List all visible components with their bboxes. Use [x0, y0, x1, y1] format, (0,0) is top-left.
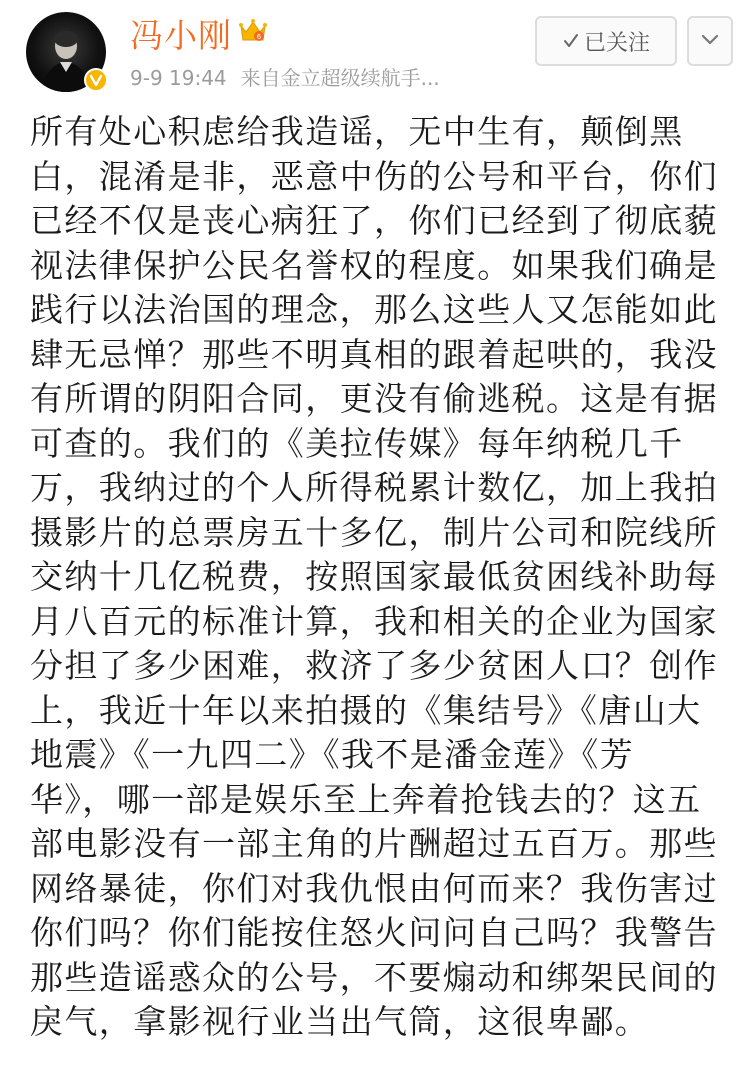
post-content-line: 所有处心积虑给我造谣，无中生有，颠倒黑 — [30, 112, 684, 151]
post-content-line: 白，混淆是非，恶意中伤的公号和平台，你们 — [30, 156, 718, 196]
post-content-line: 肆无忌惮？那些不明真相的跟着起哄的，我没 — [30, 334, 718, 374]
verified-v-icon — [84, 68, 108, 92]
post-content-line: 分担了多少困难，救济了多少贫困人口？创作 — [30, 646, 718, 685]
check-icon — [562, 32, 580, 50]
more-options-button[interactable] — [687, 16, 733, 66]
post-content-line: 戾气，拿影视行业当出气筒，这很卑鄙。 — [30, 1002, 650, 1041]
post-content-line: 已经不仅是丧心病狂了，你们已经到了彻底藐 — [30, 201, 718, 240]
post-content-line: 部电影没有一部主角的片酬超过五百万。那些 — [30, 824, 718, 863]
post-content-line: 交纳十几亿税费，按照国家最低贫困线补助每 — [30, 557, 718, 596]
avatar[interactable] — [26, 12, 106, 92]
post-content-line: 有所谓的阴阳合同，更没有偷逃税。这是有据 — [30, 379, 718, 418]
post-content-line: 上，我近十年以来拍摄的《集结号》《唐山大 — [30, 690, 702, 730]
post-content-line: 你们吗？你们能按住怒火问问自己吗？我警告 — [30, 913, 718, 952]
svg-text:6: 6 — [256, 33, 262, 41]
post-content-line: 网络暴徒，你们对我仇恨由何而来？我伤害过 — [30, 868, 718, 908]
post-content-line: 摄影片的总票房五十多亿，制片公司和院线所 — [30, 512, 718, 552]
post-content-line: 万，我纳过的个人所得税累计数亿，加上我拍 — [30, 468, 718, 507]
post-content-line: 那些造谣惑众的公号，不要煽动和绑架民间的 — [30, 957, 718, 997]
author-row — [130, 10, 268, 56]
post-content-line: 视法律保护公民名誉权的程度。如果我们确是 — [30, 245, 718, 285]
post-content-line: 践行以法治国的理念，那么这些人又怎能如此 — [30, 290, 718, 329]
post-content-line: 地震》《一九四二》《我不是潘金莲》《芳 — [30, 735, 635, 774]
post-content-line: 月八百元的标准计算，我和相关的企业为国家 — [30, 601, 718, 641]
author-name[interactable]: 冯小刚 — [130, 15, 232, 55]
post-content-line: 华》，哪一部是娱乐至上奔着抢钱去的？这五 — [30, 779, 702, 819]
post-content-line: 可查的。我们的《美拉传媒》每年纳税几千 — [30, 423, 684, 463]
chevron-down-icon — [700, 32, 720, 51]
post-timestamp[interactable]: 9-9 19:44 — [130, 66, 227, 90]
post-source[interactable]: 来自金立超级续航手... — [240, 66, 440, 90]
follow-button-label: 已关注 — [583, 30, 650, 56]
post-meta — [130, 62, 440, 91]
post-content — [30, 110, 718, 1045]
crown-icon[interactable] — [238, 18, 268, 48]
follow-button[interactable] — [535, 16, 677, 66]
